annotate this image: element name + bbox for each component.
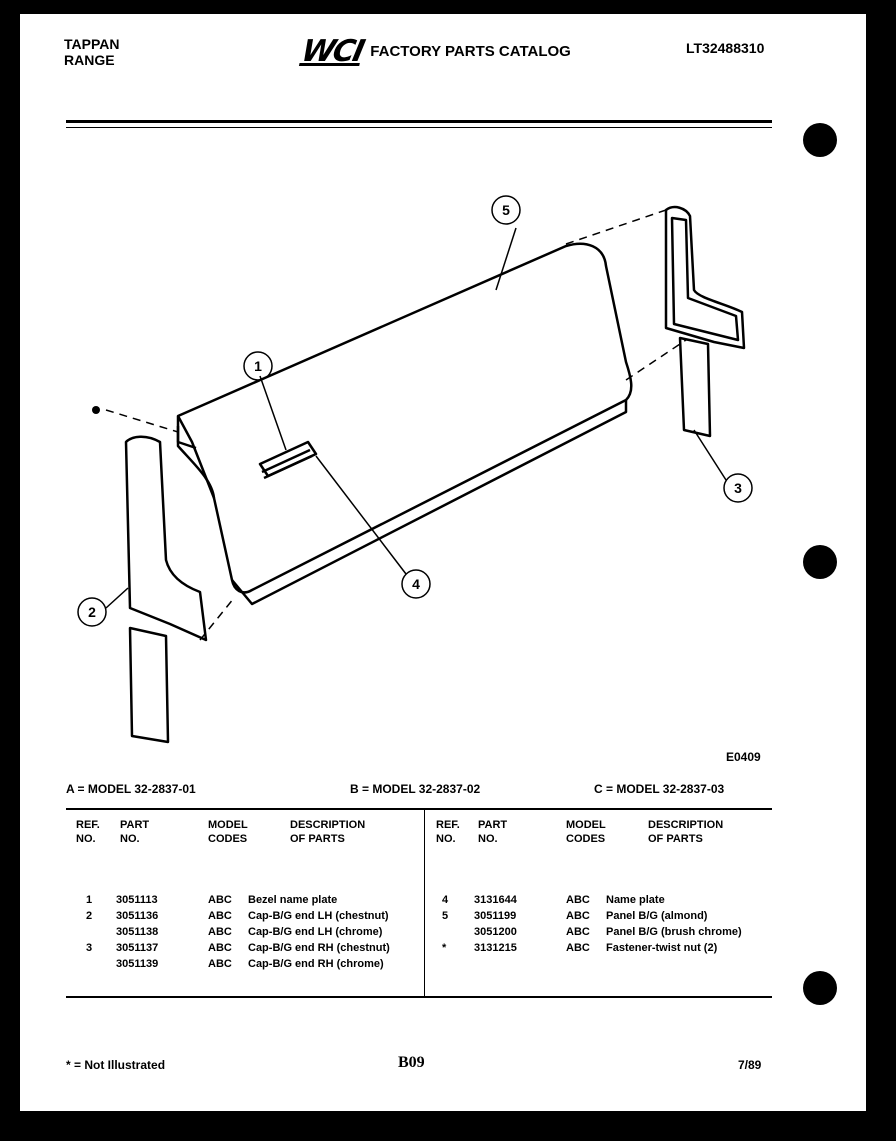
- panel-top-lip: [178, 416, 214, 498]
- table-row: 5 3051199 ABC Panel B/G (almond): [442, 910, 708, 922]
- header-rule: [66, 120, 772, 123]
- rows-left: [66, 894, 422, 974]
- table-row: 1 3051113 ABC Bezel name plate: [86, 894, 338, 906]
- callout-label-2: 2: [88, 604, 96, 620]
- leader-line-5: [496, 228, 516, 290]
- table-row: 3 3051137 ABC Cap-B/G end RH (chestnut): [86, 942, 390, 954]
- brand-line-1: TAPPAN: [64, 36, 120, 52]
- wci-logo: WCI: [298, 34, 367, 69]
- exploded-parts-diagram: [66, 180, 826, 800]
- punch-hole-top: [803, 123, 837, 157]
- leader-line-3: [694, 430, 726, 480]
- callout-label-5: 5: [502, 202, 510, 218]
- rows-right: [426, 894, 772, 958]
- end-cap-right-inner: [672, 218, 738, 340]
- table-row: * 3131215 ABC Fastener-twist nut (2): [442, 942, 718, 954]
- table-divider: [424, 810, 425, 996]
- catalog-date: 7/89: [738, 1058, 762, 1072]
- model-b: B = MODEL 32-2837-02: [350, 782, 481, 796]
- table-row: 4 3131644 ABC Name plate: [442, 894, 665, 906]
- catalog-heading: [298, 34, 571, 69]
- table-row: 2 3051136 ABC Cap-B/G end LH (chestnut): [86, 910, 389, 922]
- callout-label-4: 4: [412, 576, 420, 592]
- not-illustrated-note: * = Not Illustrated: [66, 1058, 166, 1072]
- leader-line-2: [106, 588, 128, 608]
- page-number: B09: [398, 1054, 425, 1071]
- end-cap-right: [666, 207, 744, 348]
- table-row: 3051138 ABC Cap-B/G end LH (chrome): [116, 926, 383, 938]
- figure-code: E0409: [726, 750, 761, 764]
- brand-line-2: RANGE: [64, 52, 115, 68]
- alignment-line-top: [566, 210, 666, 244]
- callout-label-1: 1: [254, 358, 262, 374]
- end-cap-right-leg: [680, 338, 710, 436]
- table-row: 3051139 ABC Cap-B/G end RH (chrome): [116, 958, 384, 970]
- end-cap-left: [126, 437, 206, 640]
- catalog-number: LT32488310: [686, 40, 765, 56]
- table-row: 3051200 ABC Panel B/G (brush chrome): [474, 926, 742, 938]
- alignment-line-mid: [626, 340, 686, 380]
- leader-line-1: [260, 376, 286, 450]
- panel-backguard: [178, 244, 631, 593]
- header-rule-thin: [66, 127, 772, 128]
- catalog-title: FACTORY PARTS CATALOG: [370, 43, 571, 60]
- end-cap-left-leg: [130, 628, 168, 742]
- bezel: [262, 450, 312, 478]
- model-a: A = MODEL 32-2837-01: [66, 782, 196, 796]
- alignment-line-left: [106, 410, 178, 432]
- screw-icon: [92, 406, 100, 414]
- punch-hole-bottom: [803, 971, 837, 1005]
- callout-label-3: 3: [734, 480, 742, 496]
- parts-table: REF. NO. PART NO. MODEL CODES DESCRIPTION OF PARTS REF. NO. PART NO. MODEL CODES DESCRIPTION OF PARTS 1 3051113 ABC Bezel name plate 2 3051136 ABC Cap-B/G end LH (chestnut) 3051138 ABC Cap-B/G end LH (chrome) 3 3051137 ABC Cap-B/G end RH (chestnut) 3051139 ABC Cap-B/G end RH (chrome) 4 3131644 ABC Name plate 5 3051199 ABC Panel B/G (almond) 3051200 ABC Panel B/G (brush chrome) * 3131215 ABC Fastener-twist nut (2): [66, 808, 772, 998]
- model-c: C = MODEL 32-2837-03: [594, 782, 725, 796]
- leader-line-4: [316, 456, 406, 574]
- model-legend: [66, 782, 776, 798]
- brand-block: [64, 36, 119, 68]
